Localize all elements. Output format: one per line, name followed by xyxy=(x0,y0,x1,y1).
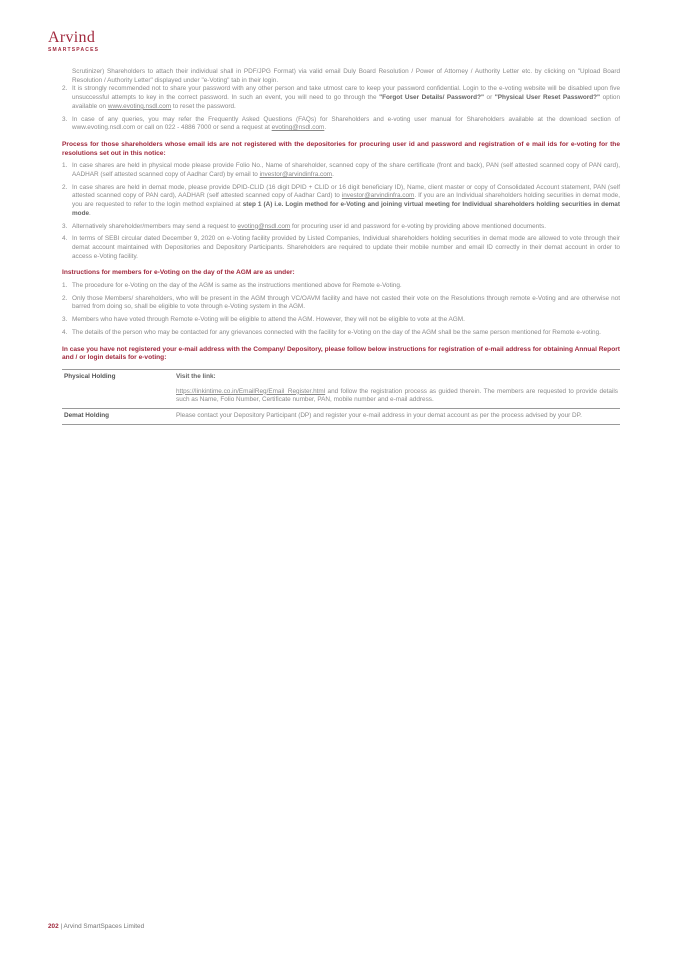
investor-email-link[interactable]: investor@arvindinfra.com xyxy=(341,192,415,200)
list-item: 2. It is strongly recommended not to share your password with any other person and take utmost care to keep your password confidential. Login to the e-voting website will be disabled upon five unsuccessful attempts to key in the correct password. In such an event, you will need to go through the "Forgot User Details/ Password?" or "Physical User Reset Password?" option available on www.evoting.nsdl.com to reset the password. xyxy=(62,85,621,110)
section-heading: Process for those shareholders whose email ids are not registered with the depositories for procuring user id and password and registration of e mail ids for e-voting for the resolutions set out in this notice: xyxy=(62,140,620,157)
list-agm-instructions xyxy=(62,282,620,338)
linkintime-link[interactable]: https://linkintime.co.in/EmailReg/Email_Register.html xyxy=(176,387,326,395)
email-registration-table xyxy=(62,369,620,425)
footer-company: Arvind SmartSpaces Limited xyxy=(63,923,145,930)
list-item: 3. Members who have voted through Remote e-Voting will be eligible to attend the AGM. However, they will not be eligible to vote at the AGM. xyxy=(62,316,465,324)
nsdl-email-link[interactable]: evoting@nsdl.com xyxy=(237,222,291,230)
list-item: 3. Alternatively shareholder/members may send a request to evoting@nsdl.com for procuring user id and password for e-voting by providing above mentioned documents. xyxy=(62,222,546,230)
table-cell: https://linkintime.co.in/EmailReg/Email_Register.html and follow the registration process as guided therein. The members are requested to provide details such as Name, Folio Number, Certificate number, PAN, mobile number and e-mail address. xyxy=(176,387,618,404)
footer-separator: | xyxy=(58,923,64,930)
table-cell: Please contact your Depository Participant (DP) and register your e-mail address in your demat account as per the process advised by your DP. xyxy=(174,409,620,425)
continued-paragraph: Scrutinizer) Shareholders to attach their individual shall in PDF/JPG Format) via valid email Duly Board Resolution / Power of Attorney / Authority Letter etc. by clicking on "Upload Board Resolution / Authority Letter" displayed under "e-Voting" tab in their login. xyxy=(72,68,620,84)
table-row xyxy=(62,369,620,384)
list-registration-process xyxy=(62,162,620,261)
table-cell: Visit the link: xyxy=(176,372,216,380)
logo-name: Arvind xyxy=(48,29,96,46)
table-row xyxy=(62,385,620,409)
list-item: 1. The procedure for e-Voting on the day of the AGM is same as the instructions mentioned above for Remote e-Voting. xyxy=(62,282,402,290)
list-item: 4. In terms of SEBI circular dated December 9, 2020 on e-Voting facility provided by Listed Companies, Individual shareholders holding securities in demat mode are allowed to vote through their demat account maintained with Depositories and Depository Participants. Shareholders are required to update their mobile number and email ID correctly in their demat account in order to access e-Voting facility. xyxy=(62,235,620,260)
table-cell-label: Physical Holding xyxy=(64,372,116,380)
table-cell-label xyxy=(62,385,174,409)
company-logo xyxy=(48,30,99,53)
section-heading: In case you have not registered your e-mail address with the Company/ Depository, please follow below instructions for registration of e-mail address for obtaining Annual Report and / or login details for e-voting: xyxy=(62,345,621,362)
section-heading: Instructions for members for e-Voting on the day of the AGM are as under: xyxy=(62,269,295,277)
nsdl-email-link[interactable]: evoting@nsdl.com xyxy=(271,124,325,132)
evoting-link[interactable]: www.evoting.nsdl.com xyxy=(107,102,172,110)
list-item: 2. Only those Members/ shareholders, who will be present in the AGM through VC/OAVM facility and have not casted their vote on the Resolutions through remote e-Voting and are otherwise not barred from doing so, shall be eligible to vote through e-Voting system in the AGM. xyxy=(62,294,620,311)
logo-subtitle: SMARTSPACES xyxy=(48,47,100,53)
list-item: 4. The details of the person who may be contacted for any grievances connected with the facility for e-Voting on the day of the AGM shall be the same person mentioned for Remote e-voting. xyxy=(62,328,601,336)
list-item: 3. In case of any queries, you may refer the Frequently Asked Questions (FAQs) for Shareholders and e-voting user manual for Shareholders available at the download section of www.evoting.nsdl.com or call on 022 - 4886 7000 or send a request at evoting@nsdl.com. xyxy=(62,115,620,132)
list-item: 1. In case shares are held in physical mode please provide Folio No., Name of shareholder, scanned copy of the share certificate (front and back), PAN (self attested scanned copy of PAN card), AADHAR (self attested scanned copy of Aadhar Card) by email to investor@arvindinfra.com. xyxy=(62,162,620,179)
list-evoting-notes xyxy=(62,85,620,133)
table-cell-label: Demat Holding xyxy=(62,409,174,425)
page-footer xyxy=(48,923,144,930)
investor-email-link[interactable]: investor@arvindinfra.com xyxy=(259,171,333,179)
document-body xyxy=(62,68,620,425)
table-row xyxy=(62,409,620,425)
list-item: 2. In case shares are held in demat mode, please provide DPID-CLID (16 digit DPID + CLID or 16 digit beneficiary ID), Name, client master or copy of Consolidated Account statement, PAN (self attested scanned copy of PAN card), AADHAR (self attested scanned copy of Aadhar Card) to investor@arvindinfra.com. If you are an Individual shareholders holding securities in demat mode, you are requested to refer to the login method explained at step 1 (A) i.e. Login method for e-Voting and joining virtual meeting for Individual shareholders holding securities in demat mode. xyxy=(62,183,620,217)
page-number: 202 xyxy=(48,923,59,930)
